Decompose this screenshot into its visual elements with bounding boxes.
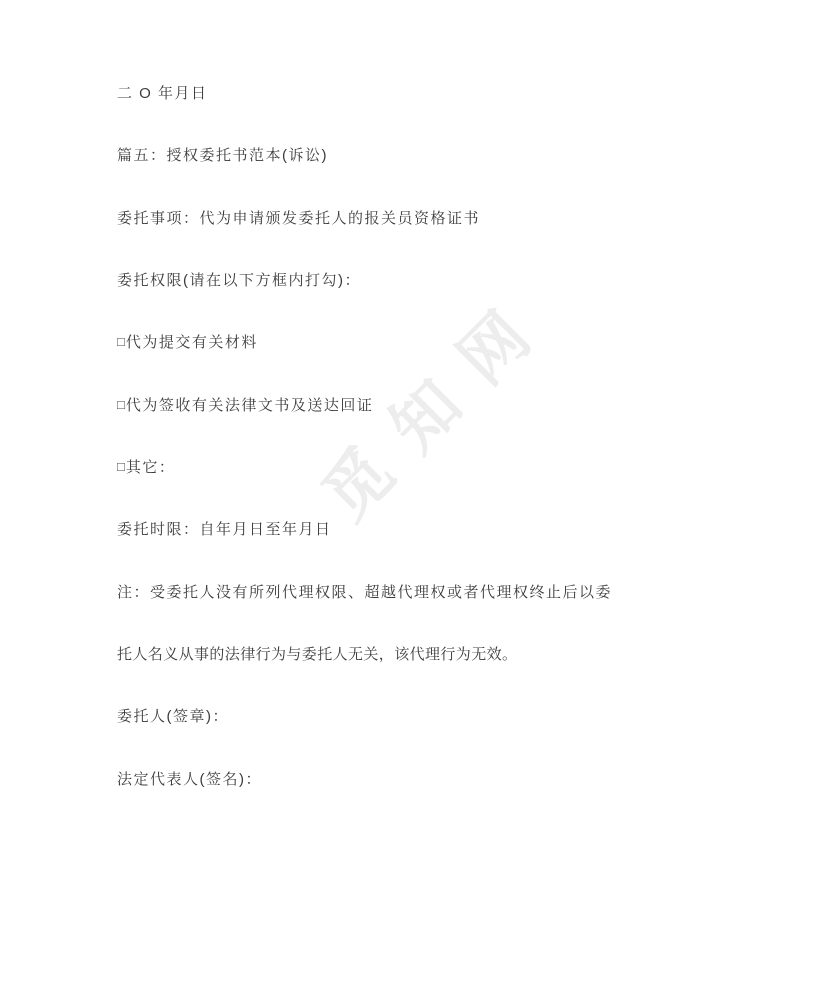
principal-signature-line [117,709,229,725]
checkbox-option-receive-documents-text: 代为签收有关法律文书及送达回证 [125,397,374,414]
checkbox-option-receive-documents [117,398,373,414]
checkbox-icon: □ [117,459,125,474]
entrust-period-text: 委托时限：自年月日至年月日 [117,521,332,538]
legal-representative-signature-text: 法定代表人(签名)： [117,771,262,788]
entrust-period-line [117,522,332,538]
principal-signature-text: 委托人(签章)： [117,708,229,725]
entrust-matter-text: 委托事项：代为申请颁发委托人的报关员资格证书 [117,210,481,227]
section-title [117,148,328,164]
entrust-matter-line [117,211,480,227]
note-line-1 [117,585,612,601]
date-line [117,86,208,102]
checkbox-option-other-text: 其它： [125,459,176,476]
site-watermark: 觅知网 [308,277,565,534]
section-title-text: 篇五：授权委托书范本(诉讼) [117,147,328,164]
checkbox-icon: □ [117,397,125,412]
legal-representative-signature-line [117,772,262,788]
note-line-2-text: 托人名义从事的法律行为与委托人无关，该代理行为无效。 [117,646,518,663]
note-line-1-text: 注：受委托人没有所列代理权限、超越代理权或者代理权终止后以委 [117,584,613,601]
checkbox-option-submit-materials [117,335,258,351]
entrust-authority-line [117,273,361,289]
checkbox-option-other [117,460,175,476]
entrust-authority-text: 委托权限(请在以下方框内打勾)： [117,272,361,289]
note-line-2 [117,647,517,663]
checkbox-icon: □ [117,334,125,349]
checkbox-option-submit-materials-text: 代为提交有关材料 [125,334,258,351]
date-line-text: 二 O 年月日 [117,85,208,102]
